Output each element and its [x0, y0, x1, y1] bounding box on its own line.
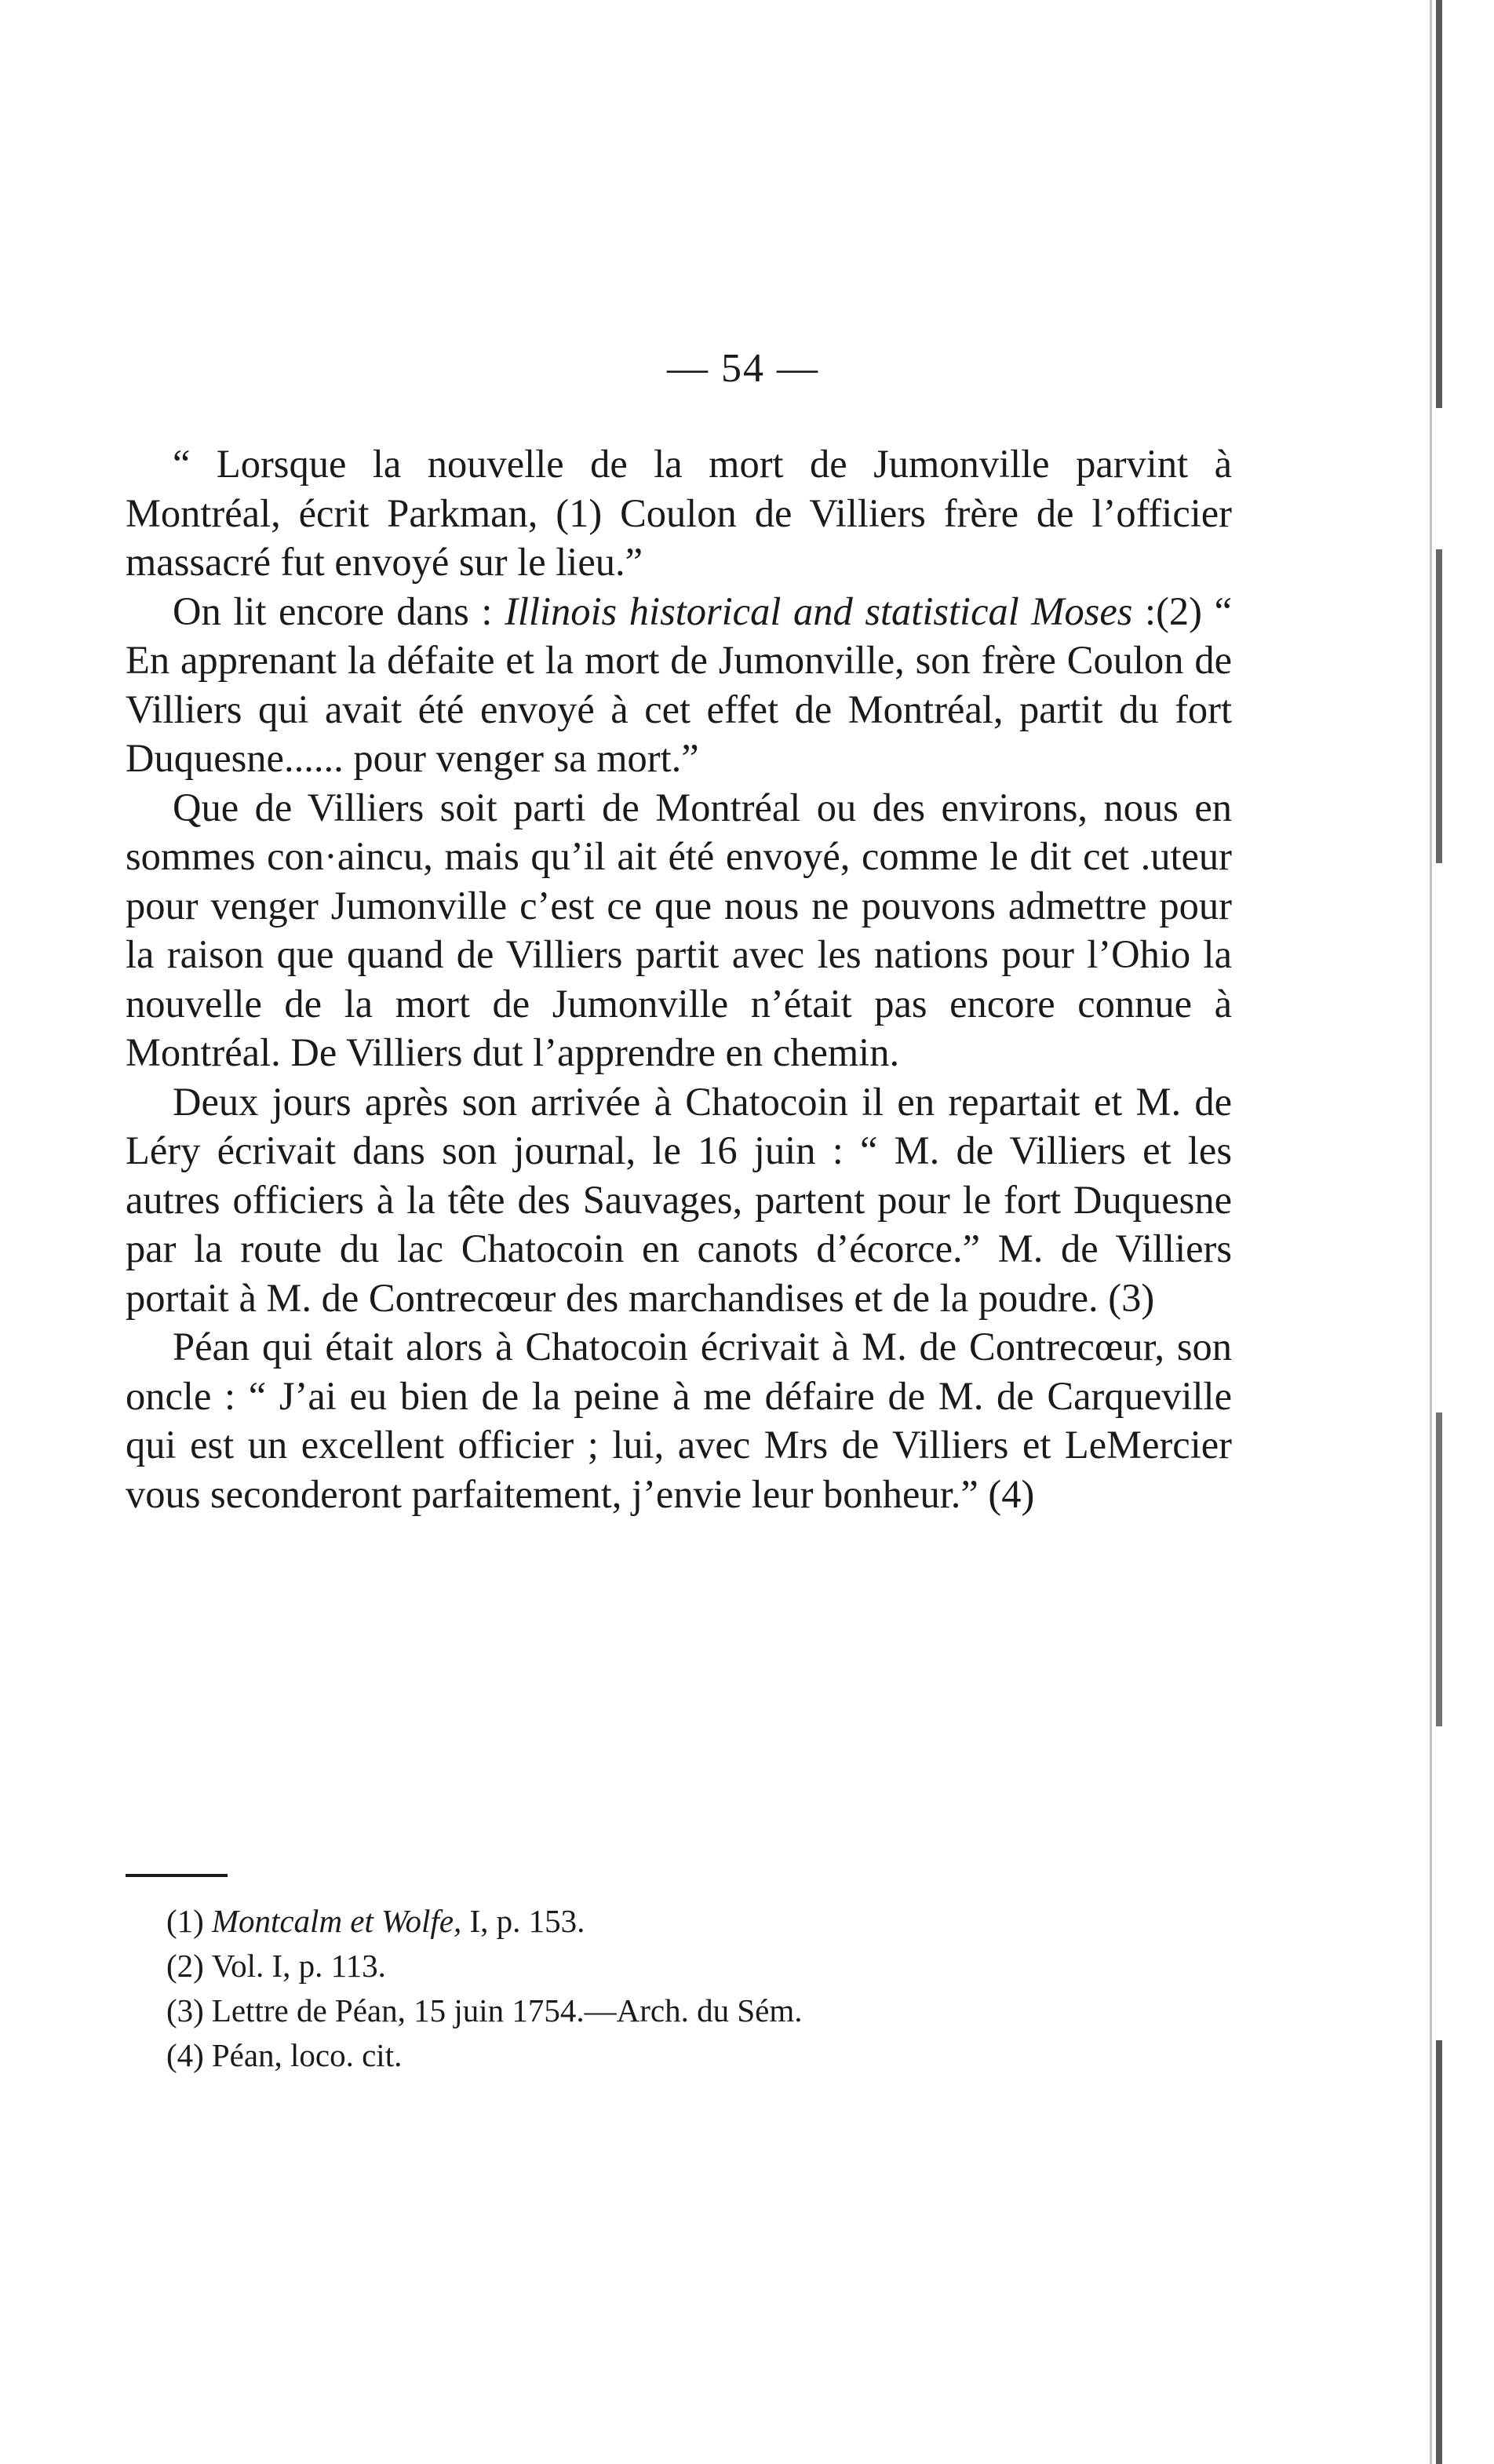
footnote-divider [126, 1874, 228, 1877]
footnote-3-text: Lettre de Péan, 15 juin 1754.—Arch. du Sém. [211, 1992, 803, 2028]
footnote-4-mark: (4) [166, 2037, 204, 2073]
footnote-2-mark: (2) [166, 1948, 204, 1984]
page-edge-shadow [1430, 0, 1432, 2464]
footnotes [166, 1899, 1186, 2078]
paragraph-2-source-title: Illinois historical and statistical Moses [505, 589, 1133, 633]
footnote-1 [166, 1899, 1186, 1944]
footnote-4-text: Péan, loco. cit. [211, 2037, 403, 2073]
footnote-2-text: Vol. I, p. 113. [211, 1948, 386, 1984]
main-text [126, 439, 1232, 1518]
footnote-1-title: Montcalm et Wolfe, [211, 1903, 462, 1939]
footnote-2 [166, 1944, 1186, 1988]
paragraph-5: Péan qui était alors à Chatocoin écrivait à M. de Contrecœur, son oncle : “ J’ai eu bien de la peine à me défaire de M. de Carqueville qui est un excellent officier ; lui, avec Mrs de Villiers et LeMercier vous seconderont parfaitement, j’envie leur bonheur.” (4) [126, 1325, 1232, 1516]
paragraph-2-intro: On lit encore dans : [173, 589, 505, 633]
paragraph-1: “ Lorsque la nouvelle de la mort de Jumonville parvint à Montréal, écrit Parkman, (1) Coulon de Villiers frère de l’officier massacré fut envoyé sur le lieu.” [126, 442, 1232, 584]
paragraph-4: Deux jours après son arrivée à Chatocoin il en repartait et M. de Léry écrivait dans son journal, le 16 juin : “ M. de Villiers et les autres officiers à la tête des Sauvages, partent pour le fort Duquesne par la route du lac Chatocoin en canots d’écorce.” M. de Villiers portait à M. de Contrecœur des marchandises et de la poudre. (3) [126, 1079, 1232, 1320]
paragraph-2 [126, 587, 1232, 783]
page-number-text: — 54 — [667, 346, 819, 391]
footnote-3 [166, 1988, 1186, 2033]
paragraph-2-quote: :(2) “ En apprenant la défaite et la mort de Jumonville, son frère Coulon de Villiers qui avait été envoyé à cet effet de Montréal, partit du fort Duquesne...... pour venger sa mort.” [126, 589, 1233, 780]
footnote-1-text: I, p. 153. [461, 1903, 585, 1939]
footnote-1-mark: (1) [166, 1903, 204, 1939]
page-edge-line [1436, 0, 1442, 2464]
paragraph-3: Que de Villiers soit parti de Montréal ou des environs, nous en sommes con·aincu, mais qu’il ait été envoyé, comme le dit cet .uteur pour venger Jumonville c’est ce que nous ne pouvons admettre pour la raison que quand de Villiers partit avec les nations pour l’Ohio la nouvelle de la mort de Jumonville n’était pas encore connue à Montréal. De Villiers dut l’apprendre en chemin. [126, 785, 1232, 1074]
page-number [0, 345, 1494, 392]
footnote-3-mark: (3) [166, 1992, 204, 2028]
footnote-4 [166, 2033, 1186, 2078]
